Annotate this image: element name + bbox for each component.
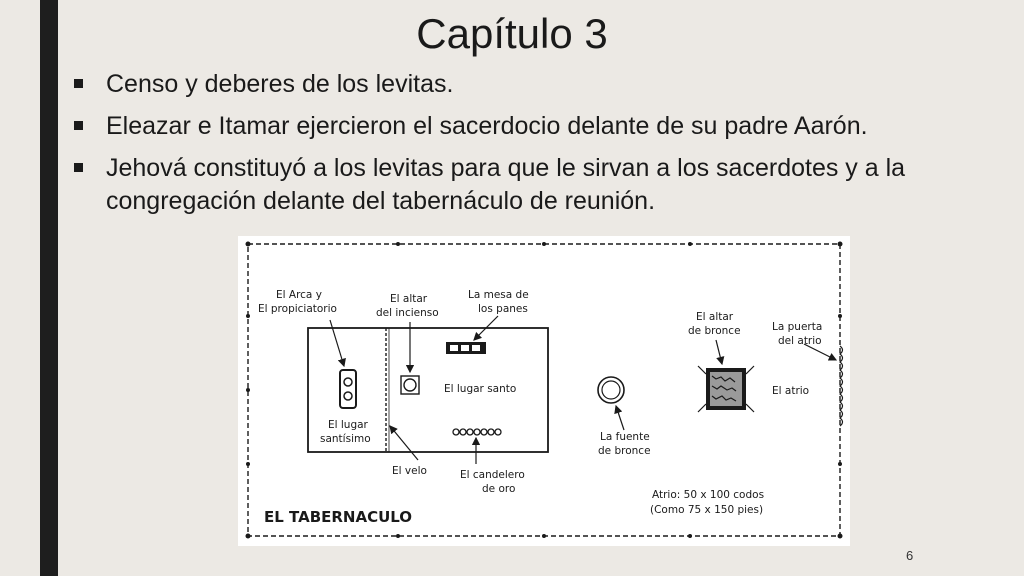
label-candelero-2: de oro	[482, 483, 516, 495]
label-mesa-2: los panes	[478, 303, 528, 315]
bullet-text: Eleazar e Itamar ejercieron el sacerdocio delante de su padre Aarón.	[106, 112, 868, 140]
label-puerta-1: La puerta	[772, 321, 823, 333]
label-atrio: El atrio	[772, 385, 810, 397]
label-velo: El velo	[392, 465, 427, 477]
label-altar-bronce-2: de bronce	[688, 325, 741, 337]
label-santisimo-2: santísimo	[320, 433, 371, 445]
laver-icon	[598, 377, 624, 403]
label-altar-incienso-1: El altar	[390, 293, 428, 305]
label-medidas-1: Atrio: 50 x 100 codos	[652, 489, 765, 501]
label-arca-2: El propiciatorio	[258, 303, 337, 315]
lampstand-icon	[453, 429, 501, 435]
bullet-item	[74, 110, 994, 143]
label-lugar-santo: El lugar santo	[444, 383, 517, 395]
tabernacle-diagram	[238, 236, 850, 546]
label-altar-bronce-1: El altar	[696, 311, 734, 323]
incense-altar-icon	[401, 376, 419, 394]
square-bullet-icon	[74, 163, 83, 172]
slide-title: Capítulo 3	[416, 10, 608, 57]
label-santisimo-1: El lugar	[328, 419, 368, 431]
label-fuente-2: de bronce	[598, 445, 651, 457]
label-altar-incienso-2: del incienso	[376, 307, 439, 319]
tabernacle-diagram-svg	[238, 236, 850, 546]
square-bullet-icon	[74, 79, 83, 88]
bullet-item	[74, 68, 994, 101]
square-bullet-icon	[74, 121, 83, 130]
label-arca-1: El Arca y	[276, 289, 322, 301]
bread-table-icon	[446, 342, 486, 354]
left-accent-bar	[40, 0, 58, 576]
label-mesa-1: La mesa de	[468, 289, 529, 301]
bronze-altar-icon	[698, 366, 754, 412]
bullet-list	[74, 68, 994, 227]
page-number: 6	[906, 548, 914, 563]
label-candelero-1: El candelero	[460, 469, 525, 481]
ark-icon	[340, 370, 356, 408]
label-puerta-2: del atrio	[778, 335, 822, 347]
diagram-title: EL TABERNACULO	[264, 508, 413, 526]
bullet-item	[74, 152, 994, 218]
label-fuente-1: La fuente	[600, 431, 650, 443]
label-medidas-2: (Como 75 x 150 pies)	[650, 504, 764, 516]
bullet-text: Jehová constituyó a los levitas para que le sirvan a los sacerdotes y a la congregación delante del tabernáculo de reunión.	[106, 154, 906, 215]
bullet-text: Censo y deberes de los levitas.	[106, 70, 454, 98]
